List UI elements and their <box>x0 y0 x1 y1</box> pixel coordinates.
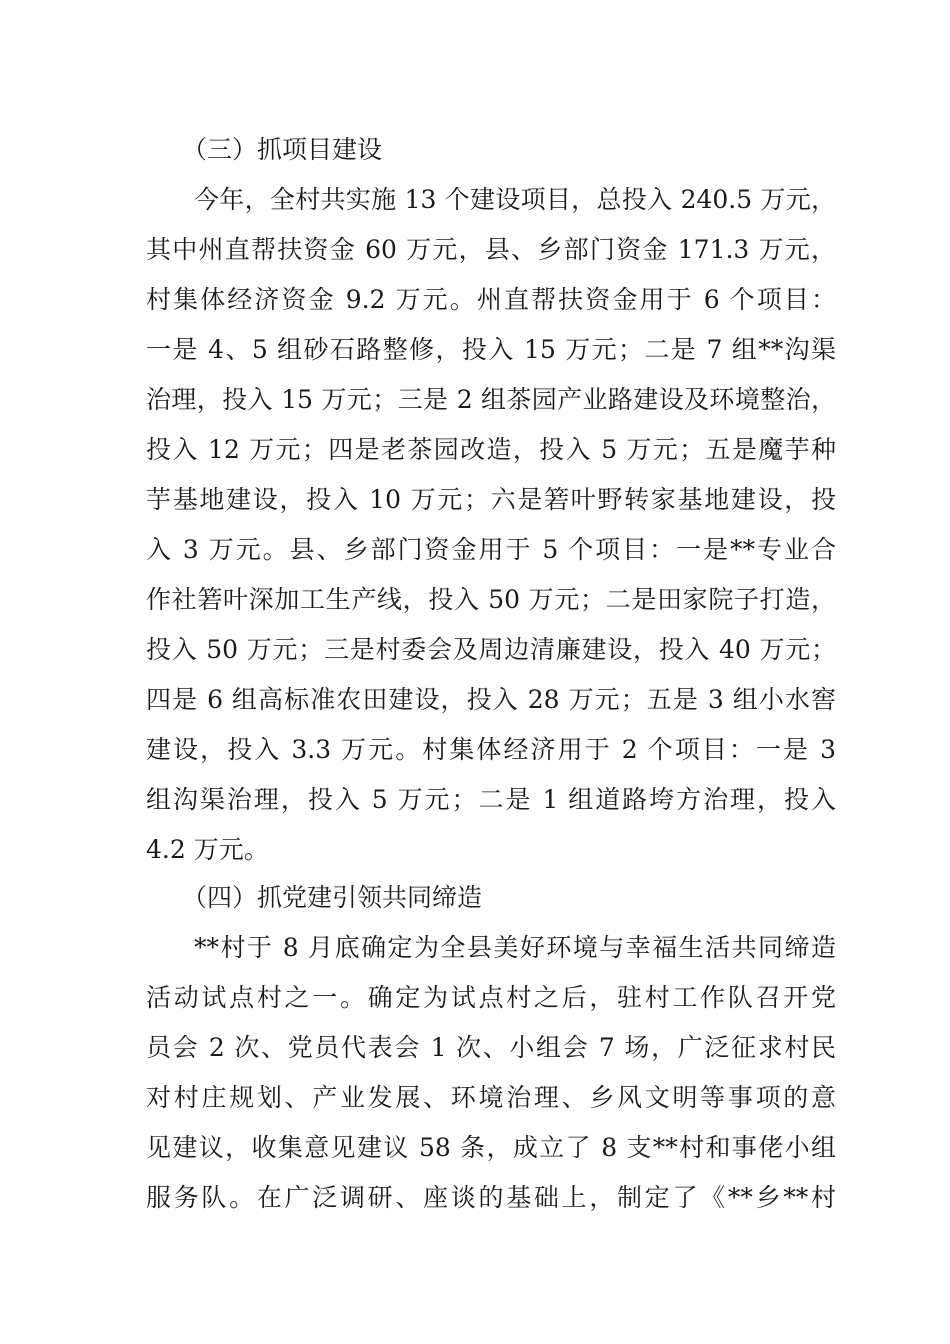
paragraph-line: 村集体经济资金 9.2 万元。州直帮扶资金用于 6 个项目： <box>146 285 836 314</box>
paragraph-line: **村于 8 月底确定为全县美好环境与幸福生活共同缔造 <box>194 933 836 962</box>
paragraph-line: 员会 2 次、党员代表会 1 次、小组会 7 场，广泛征求村民 <box>146 1033 836 1062</box>
paragraph-line: 芋基地建设，投入 10 万元；六是箬叶野转家基地建设，投 <box>146 485 836 514</box>
paragraph-line: 见建议，收集意见建议 58 条，成立了 8 支**村和事佬小组 <box>146 1133 836 1162</box>
paragraph-line: 其中州直帮扶资金 60 万元，县、乡部门资金 171.3 万元， <box>146 235 836 264</box>
paragraph-line: 建设，投入 3.3 万元。村集体经济用于 2 个项目：一是 3 <box>146 735 836 764</box>
paragraph-line: 投入 50 万元；三是村委会及周边清廉建设，投入 40 万元； <box>146 635 836 664</box>
paragraph-line: 今年，全村共实施 13 个建设项目，总投入 240.5 万元， <box>194 185 836 214</box>
paragraph-line: 服务队。在广泛调研、座谈的基础上，制定了《**乡**村 <box>146 1183 836 1212</box>
paragraph-line: 入 3 万元。县、乡部门资金用于 5 个项目：一是**专业合 <box>146 535 836 564</box>
paragraph-line: 治理，投入 15 万元；三是 2 组茶园产业路建设及环境整治， <box>146 385 836 414</box>
paragraph-line: 组沟渠治理，投入 5 万元；二是 1 组道路垮方治理，投入 <box>146 785 836 814</box>
paragraph-line: 作社箬叶深加工生产线，投入 50 万元；二是田家院子打造， <box>146 585 836 614</box>
paragraph-line: 活动试点村之一。确定为试点村之后，驻村工作队召开党 <box>146 983 836 1012</box>
paragraph-line: 投入 12 万元；四是老茶园改造，投入 5 万元；五是魔芋种 <box>146 435 836 464</box>
section-heading-3: （三）抓项目建设 <box>182 135 383 164</box>
paragraph-line: 对村庄规划、产业发展、环境治理、乡风文明等事项的意 <box>146 1083 836 1112</box>
paragraph-line: 4.2 万元。 <box>146 835 269 864</box>
paragraph-line: 四是 6 组高标准农田建设，投入 28 万元；五是 3 组小水窖 <box>146 685 836 714</box>
paragraph-line: 一是 4、5 组砂石路整修，投入 15 万元；二是 7 组**沟渠 <box>146 335 836 364</box>
section-heading-4: （四）抓党建引领共同缔造 <box>182 883 483 912</box>
